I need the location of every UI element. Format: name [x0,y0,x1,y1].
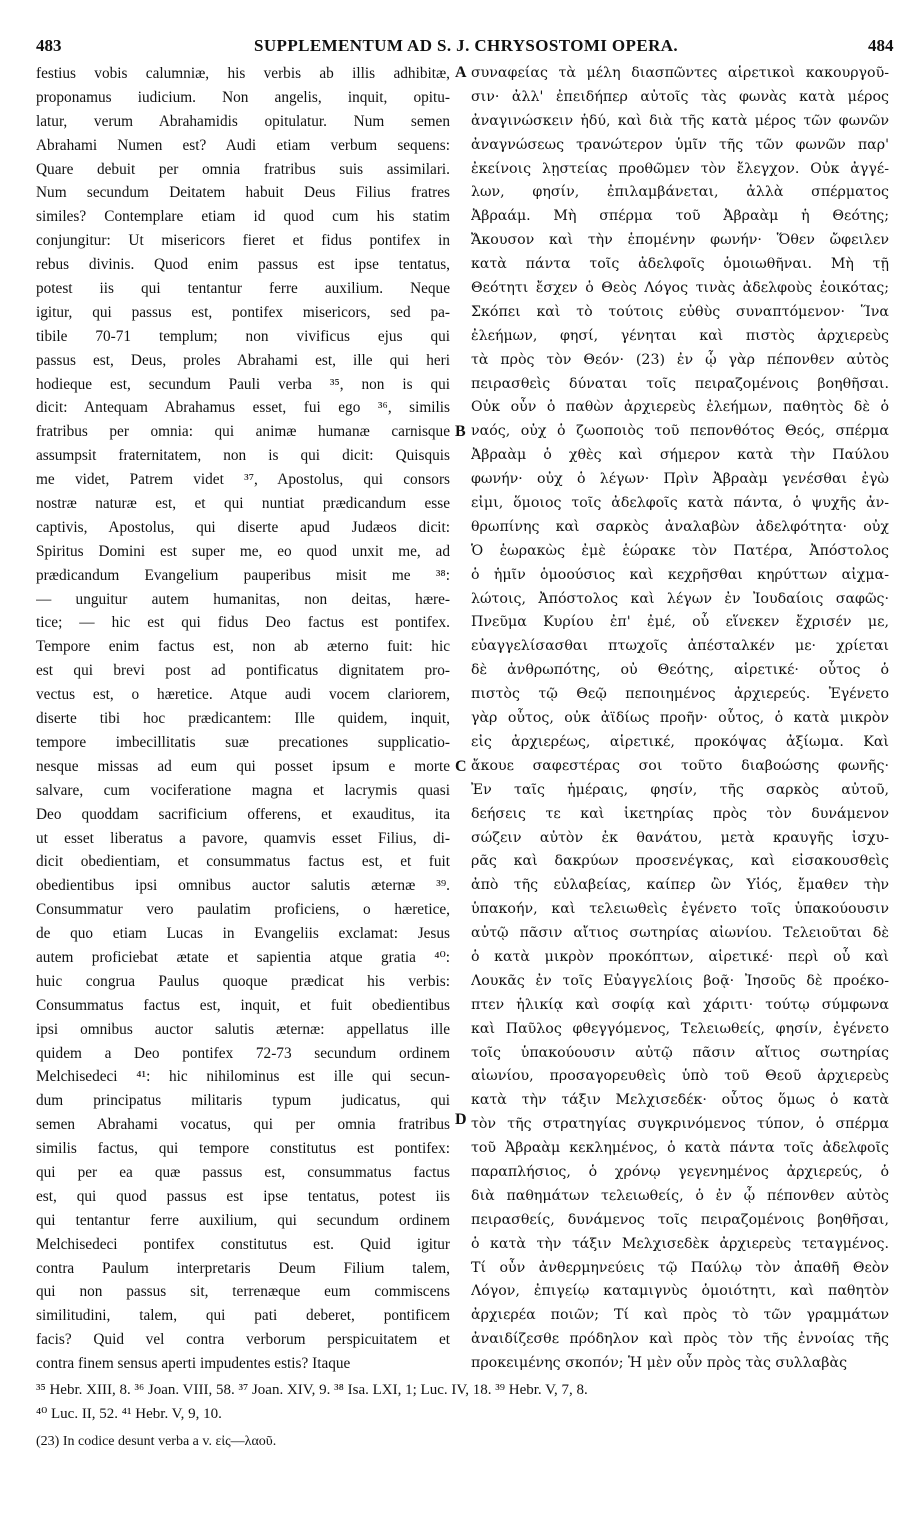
text-line: tice; — hic est qui fidus Deo factus est pontifex. [36,614,450,632]
text-line: ὑπακοήν, καὶ τελειωθεὶς ἐγένετο τοῖς ὑπακούουσιν [471,901,889,918]
text-line: ipsi omnibus auctor salutis æternæ: appellatus ille [36,1020,450,1038]
text-line: ἐκείνοις λῃστείας προθῶμεν τὸν ἔλεγχον. Οὐκ ἀγγέ- [471,160,889,177]
marker-b: B [455,423,466,440]
page-number-left: 483 [36,36,62,55]
text-line: τοῦ Ἀβραὰμ κεκλημένος, ὁ κατὰ πάντα τοῖς ἀδελφοῖς [471,1140,889,1157]
text-line: κατὰ τὴν τάξιν Μελχισεδέκ· οὗτος ὅμως ὁ κατὰ [471,1092,889,1109]
text-line: igitur, qui passus est, pontifex misericors, sed pa- [36,303,450,321]
text-line: ἄκουε σαφεστέρας σοι τοῦτο διαβοώσης φωνῆς· [471,757,889,774]
text-line: autem proficiebat ætate et sapientia atque gratia ⁴⁰: [36,948,450,966]
text-line: φωνήν· οὐχ ὁ λέγων· Πρὶν Ἀβραὰμ γενέσθαι ἐγὼ [471,471,889,488]
text-line: huic congrua Paulus quoque prædicat his verbis: [36,972,450,990]
text-line: αἰωνίου, προσαγορευθεὶς ὑπὸ τοῦ Θεοῦ ἀρχιερεὺς [471,1068,889,1085]
text-line: διὰ παθημάτων τελειωθείς, ὁ ἐν ᾧ πέπονθεν αὐτὸς [471,1187,889,1204]
text-line: vectus est, o hæretice. Atque audi vocem clariorem, [36,686,450,704]
text-line: Spiritus Domini est super me, eo quod unxit me, ad [36,542,450,560]
text-line: de quo etiam Lucas in Evangeliis exclamat: Jesus [36,925,450,943]
text-line: εἰς ἀρχιερέως, αἱρετικέ, προκόψας ἀξίωμα. Καὶ [471,733,889,750]
text-line: proponamus iudicium. Non angelis, inquit, opitu- [36,88,450,106]
page-number-right: 484 [868,36,894,55]
text-line: καὶ Παῦλος φθεγγόμενος, Τελειωθείς, φησίν, ἐγένετο [471,1020,889,1037]
footnotes-line-1: ³⁵ Hebr. XIII, 8. ³⁶ Joan. VIII, 58. ³⁷ Joan. XIV, 9. ³⁸ Isa. LXI, 1; Luc. IV, 18. ³⁹ Hebr. V, 7, 8. [36,1382,588,1398]
text-line: captivis, Apostolus, qui diserte apud Judæos dicit: [36,518,450,536]
text-line: ναός, οὐχ ὁ ζωοποιὸς τοῦ πεπονθότος Θεός, σπέρμα [471,423,889,440]
text-line: dicit: Antequam Abrahamus esset, fui ego ³⁶, similis [36,399,450,417]
text-line: ὁ κατὰ μικρὸν προκόπτων, αἱρετικέ· περὶ οὗ καὶ [471,948,889,965]
text-line: qui per ea quæ passus est, consummatus factus [36,1163,450,1181]
text-line: κατὰ πάντα τοῖς ἀδελφοῖς ὁμοιωθῆναι. Μὴ τῇ [471,256,889,273]
text-line: latur, verum Abrahamidis opitulatur. Num semen [36,112,450,130]
text-line: ἐλεήμων, φησί, γένηται καὶ πιστὸς ἀρχιερεὺς [471,327,889,344]
text-line: similes? Contemplare etiam id quod cum his statim [36,208,450,226]
text-line: rebus divinis. Quod enim passus est ipse tentatus, [36,256,450,274]
text-line: τὸν τῆς στρατηγίας συγκρινόμενος τύπον, ὁ σπέρμα [471,1116,889,1133]
text-line: παραπλήσιος, ὁ χρόνῳ γεγενημένος ἀρχιερεύς, ὁ [471,1163,889,1180]
text-line: similis factus, qui tempore constitutus est pontifex: [36,1140,450,1158]
text-line: conjungitur: Ut misericors fieret et fidus pontifex in [36,232,450,250]
text-line: est qui brevi post ad pontificatus dignitatem pro- [36,662,450,680]
text-line: ἀναγνώσεως τρανώτερον ὑμῖν τῆς τῶν φωνῶν παρ' [471,136,889,153]
text-line: τοῖς ὑπακούουσιν αὐτῷ πᾶσιν αἴτιος σωτηρίας [471,1044,889,1061]
text-line: Deo quoddam sacrificium offerens, et exauditus, ita [36,805,450,823]
text-line: Ἀβραάμ. Μὴ σπέρμα τοῦ Ἀβραὰμ ἡ Θεότης; [471,208,889,225]
text-line: Ὁ ἑωρακὼς ἐμὲ ἑώρακε τὸν Πατέρα, Ἀπόστολος [471,542,889,559]
text-line: Abrahami Numen est? Audi etiam verbum sequens: [36,136,450,154]
text-line: ἀναγινώσκειν ἡδύ, καὶ διὰ τῆς κατὰ μέρος τῶν φωνῶν [471,112,889,129]
text-line: contra Paulum interpretaris Deum Filium talem, [36,1259,450,1277]
text-line: πτεν ἡλικίᾳ καὶ σοφίᾳ καὶ χάριτι· τούτῳ σύμφωνα [471,996,889,1013]
text-line: similitudini, talem, qui pati deberet, pontificem [36,1307,450,1325]
marker-d: D [455,1111,467,1128]
text-line: dum principatus militaris typum judicatus, qui [36,1092,450,1110]
text-line: δεήσεις τε καὶ ἱκετηρίας πρὸς τὸν δυνάμενον [471,805,889,822]
text-line: προκειμένης σκοπόν; Ἡ μὲν οὖν πρὸς τὰς συλλαβὰς [471,1355,848,1372]
text-line: tibile 70-71 templum; non vivificus ejus qui [36,327,450,345]
text-line: passus est, Deus, proles Abrahami est, ille qui heri [36,351,450,369]
text-line: Οὐκ οὖν ὁ παθὼν ἀρχιερεὺς ἐλεήμων, παθητὸς δὲ ὁ [471,399,889,416]
text-line: contra finem sensus aperti impudentes estis? Itaque [36,1355,351,1373]
text-line: λων, φησίν, ἐπιλαμβάνεται, ἀλλὰ σπέρματος [471,184,889,201]
text-line: assumpsit fraternitatem, non is qui dicit: Quisquis [36,447,450,465]
text-line: tempore imbecillitatis suæ precationes supplicatio- [36,733,450,751]
text-line: ut esset liberatus a pavore, quamvis esset Filius, di- [36,829,450,847]
text-line: σιν· ἀλλ' ἐπειδήπερ αὐτοῖς τὰς φωνὰς κατὰ μέρος [471,88,889,105]
text-line: diserte tibi hoc prædicantem: Ille quidem, inquit, [36,710,450,728]
text-line: Θεότητι ἔσχεν ὁ Θεὸς Λόγος τινὰς ἀδελφοὺς ἐοικότας; [471,280,889,297]
text-line: potest iis qui tentantur ferre auxilium. Neque [36,280,450,298]
text-line: Ἄκουσον καὶ τὴν ἑπομένην φωνήν· Ὅθεν ὤφειλεν [471,232,889,249]
text-line: me videt, Patrem videt ³⁷, Apostolus, qui consors [36,471,450,489]
text-line: Melchisedeci pontifex constitutus est. Quid igitur [36,1235,450,1253]
text-line: facis? Quid vel contra verborum perspicuitatem et [36,1331,450,1349]
text-line: Ἀβραὰμ ὁ χθὲς καὶ σήμερον κατὰ τὴν Παύλου [471,447,889,464]
text-line: nesque missas ad eum qui posset ipsum e morte [36,757,450,775]
marker-a: A [455,64,467,81]
text-line: συναφείας τὰ μέλη διασπῶντες αἱρετικοὶ κακουργοῦ- [471,65,889,81]
text-line: εὐαγγελίσασθαι πτωχοῖς ἀπέσταλκέν με· χρίεται [471,638,889,655]
text-line: ὁ ἡμῖν ὁμοούσιος καὶ κεχρῆσθαι κηρύττων αἰχμα- [471,566,889,583]
text-line: fratribus per omnia: qui animæ humanæ carnisque [36,423,450,441]
text-line: Quare debuit per omnia fratribus suis assimilari. [36,160,450,178]
text-line: Num secundum Deitatem habuit Deus Filius fratres [36,184,450,202]
text-line: Λουκᾶς ἐν τοῖς Εὐαγγελίοις βοᾷ· Ἰησοῦς δὲ προέκο- [471,972,889,989]
text-line: πιστὸς τῷ Θεῷ πεποιημένος ἀρχιερεύς. Ἐγένετο [471,686,889,703]
text-line: ἀπὸ τῆς εὐλαβείας, καίπερ ὢν Υἱός, ἔμαθεν τὴν [471,877,889,894]
running-title: SUPPLEMENTUM AD S. J. CHRYSOSTOMI OPERA. [254,36,679,55]
text-line: dicit obedientiam, et consummatus factus est, et fuit [36,853,450,871]
text-line: σώζειν αὐτὸν ἐκ θανάτου, μετὰ κραυγῆς ἰσχυ- [471,829,889,846]
editorial-note: (23) In codice desunt verba a v. εἰς—λαοῦ. [36,1434,277,1449]
text-line: γὰρ οὗτος, οὐκ ἀϊδίως προῆν· οὗτος, ὁ κατὰ μικρὸν [471,710,889,727]
text-line: obedientibus ipsi omnibus auctor salutis æternæ ³⁹. [36,877,450,895]
text-line: πειρασθείς, δυνάμενος τοῖς πειραζομένοις βοηθῆσαι, [471,1211,889,1228]
text-line: nostræ naturæ est, et qui nuntiat prædicandum esse [36,495,450,513]
text-line: quidem a Deo pontifex 72-73 secundum ordinem [36,1044,450,1062]
text-line: ὁ κατὰ τὴν τάξιν Μελχισεδὲκ ἀρχιερεὺς τεταγμένος. [471,1235,889,1252]
text-line: Σκόπει καὶ τὸ τούτοις εὐθὺς συναπτόμενον· Ἵνα [471,303,889,320]
text-line: semen Abrahami vocatus, qui per omnia fratribus [36,1116,450,1134]
footnotes-line-2: ⁴⁰ Luc. II, 52. ⁴¹ Hebr. V, 9, 10. [36,1406,222,1422]
text-line: Consummatur vero paulatim proficiens, o hæretice, [36,901,450,919]
text-line: est, qui quod passus est ipse tentatus, potest iis [36,1187,450,1205]
text-line: qui tentantur ferre auxilium, qui secundum ordinem [36,1211,450,1229]
greek-column [471,62,889,1376]
text-line: Ἐν ταῖς ἡμέραις, φησίν, τῆς σαρκὸς αὐτοῦ, [471,781,889,798]
text-line: hodieque est, secundum Pauli verba ³⁵, non is qui [36,375,450,393]
text-line: ἀναιδίζεσθε πρόδηλον καὶ πρὸς τὸν τῆς ἐννοίας τῆς [471,1331,889,1348]
text-line: θρωπίνης καὶ σαρκὸς ἀναλαβὼν ἀδελφότητα· οὐχ [471,518,889,535]
text-line: Tempore enim factus est, non ab æterno fuit: hic [36,638,450,656]
text-line: festius vobis calumniæ, his verbis ab illis adhibitæ, [36,65,450,82]
text-line: qui non passus sit, terrenæque eum commiscens [36,1283,450,1301]
text-line: Τί οὖν ἀνθερμηνεύεις τῷ Παύλῳ τὸν ἀπαθῆ Θεὸν [471,1259,889,1276]
text-line: Consummatus factus est, inquit, et fuit obedientibus [36,996,450,1014]
text-line: — unguitur autem humanitas, non deitas, hære- [36,590,450,608]
text-line: Λόγον, ἐπιγείῳ καταμιγνὺς ὁμοιότητι, καὶ παθητὸν [471,1283,889,1300]
text-line: τὰ πρὸς τὸν Θεόν· (23) ἐν ᾧ γὰρ πέπονθεν αὐτὸς [471,351,889,368]
text-line: ρᾶς καὶ δακρύων προσενέγκας, καὶ εἰσακουσθεὶς [471,853,889,870]
text-line: αὐτῷ πᾶσιν αἴτιος σωτηρίας αἰωνίου. Τελειοῦται δὲ [471,925,889,942]
text-line: ἀρχιερέα ποιῶν; Τί καὶ πρὸς τὸ τῶν γραμμάτων [471,1307,889,1324]
marker-c: C [455,758,467,775]
text-line: πειρασθεὶς δύναται τοῖς πειραζομένοις βοηθῆσαι. [471,375,889,392]
text-line: salvare, cum vociferatione magna et lacrymis quasi [36,781,450,799]
text-line: εἰμι, ὅμοιος τοῖς ἀδελφοῖς κατὰ πάντα, ὁ ψυχῆς ἀν- [471,495,889,512]
text-line: δὲ ἀνθρωπότης, οὐ Θεότης, αἱρετικέ· οὗτος ὁ [471,662,889,679]
latin-column [36,62,450,1376]
text-line: Melchisedeci ⁴¹: hic nihilominus est ille qui secun- [36,1068,450,1086]
text-line: Πνεῦμα Κυρίου ἐπ' ἐμέ, οὗ εἵνεκεν ἔχρισέν με, [471,614,889,631]
text-line: λώτοις, Ἀπόστολος καὶ λέγων ἐν Ἰουδαίοις σαφῶς· [471,590,889,607]
text-line: prædicandum Evangelium pauperibus misit me ³⁸: [36,566,450,584]
